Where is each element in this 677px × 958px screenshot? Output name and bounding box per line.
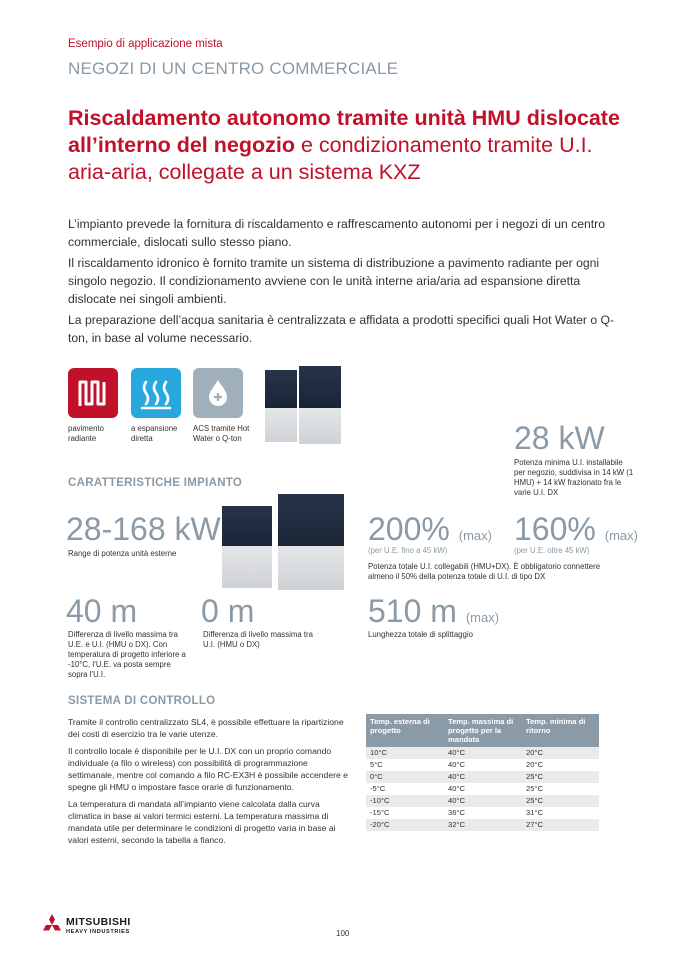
table-cell: -10°C bbox=[366, 795, 444, 807]
level1-value: 40 m bbox=[66, 593, 138, 629]
table-cell: 20°C bbox=[526, 760, 543, 769]
table-cell: 0°C bbox=[366, 771, 444, 783]
pct1-note: (per U.E. fino a 45 kW) bbox=[368, 546, 448, 555]
control-paragraph-3: La temperatura di mandata all’impianto viene calcolata dalla curva climatica in base ai valori termici esterni. La temperatura massima di mandata utile per determinare le condizioni di progetto varia in base ai valori esterni, secondo la tabella a fianco. bbox=[68, 799, 336, 845]
piping-value: 510 m bbox=[368, 593, 457, 629]
pct2-note: (per U.E. oltre 45 kW) bbox=[514, 546, 590, 555]
table-row bbox=[366, 759, 599, 771]
table-cell: 40°C bbox=[448, 760, 465, 769]
pct1-unit: (max) bbox=[458, 528, 492, 543]
control-paragraph-2: Il controllo locale è disponibile per le U.I. DX con un proprio comando individuale (a filo o wireless) con possibilità di programmazione settimanale, mentre col comando a filo RC-EX3H è possibile accendere e spegne gli HMU o impostare fasce orarie di funzionamento. bbox=[68, 746, 348, 792]
table-cell: 20°C bbox=[522, 747, 599, 759]
table-cell: -20°C bbox=[366, 819, 444, 831]
page-title bbox=[68, 105, 628, 186]
piping-block bbox=[368, 594, 499, 635]
table-cell: -15°C bbox=[370, 808, 390, 817]
mitsubishi-logo-icon bbox=[40, 914, 64, 938]
brand-name: MITSUBISHI bbox=[66, 916, 131, 928]
title-regular: e condizionamento tramite U.I. aria-aria, collegate a un sistema KXZ bbox=[68, 133, 593, 184]
table-cell: 40°C bbox=[444, 747, 522, 759]
level1-caption: Differenza di livello massima tra U.E. e U.I. (HMU o DX). Con temperatura di progetto inferiore a -10°C, l’U.E. va posta sempre sopra l’U.I. bbox=[68, 630, 186, 679]
table-row bbox=[366, 771, 599, 783]
range-caption: Range di potenza unità esterne bbox=[68, 549, 177, 558]
pct2-unit: (max) bbox=[604, 528, 638, 543]
outdoor-unit-image-middle bbox=[220, 494, 346, 592]
piping-unit: (max) bbox=[465, 610, 500, 625]
table-header-cell: Temp. minima di ritorno bbox=[522, 714, 599, 747]
control-paragraph-1: Tramite il controllo centralizzato SL4, è possibile effettuare la ripartizione dei costi di esercizio tra le varie utenze. bbox=[68, 717, 344, 739]
table-row bbox=[366, 807, 599, 819]
table-cell: 40°C bbox=[444, 771, 522, 783]
table-header-cell: Temp. massima di progetto per la mandata bbox=[444, 714, 522, 747]
icon-label-acs: ACS tramite Hot Water o Q-ton bbox=[193, 424, 250, 443]
table-cell: 25°C bbox=[522, 771, 599, 783]
table-header-cell: Temp. esterna di progetto bbox=[366, 714, 444, 747]
table-cell: 25°C bbox=[526, 784, 543, 793]
page-kicker: Esempio di applicazione mista bbox=[68, 38, 223, 50]
table-cell: 5°C bbox=[370, 760, 383, 769]
level2-value: 0 m bbox=[201, 593, 255, 629]
page-number: 100 bbox=[336, 929, 350, 938]
table-row bbox=[366, 795, 599, 807]
table-row bbox=[366, 747, 599, 759]
level2-caption: Differenza di livello massima tra U.I. (HMU o DX) bbox=[203, 630, 313, 649]
brand-subtitle: HEAVY INDUSTRIES bbox=[66, 929, 130, 935]
outdoor-unit-image-top bbox=[263, 366, 345, 446]
features-heading: CARATTERISTICHE IMPIANTO bbox=[68, 477, 243, 489]
intro-paragraph-3: La preparazione dell’acqua sanitaria è centralizzata e affidata a prodotti specifici quali Hot Water o Q-ton, in base al volume necessario. bbox=[68, 313, 615, 345]
intro-paragraph-2: Il riscaldamento idronico è fornito tramite un sistema di distribuzione a pavimento radiante per ogni singolo negozio. Il condizionamento avviene con le unità interne aria/aria ad espansione diretta dislocate nei singoli ambienti. bbox=[68, 256, 600, 306]
section-title: NEGOZI DI UN CENTRO COMMERCIALE bbox=[68, 59, 399, 78]
icon-label-dx: a espansione diretta bbox=[131, 424, 178, 443]
table-cell: 25°C bbox=[522, 795, 599, 807]
icon-label-radiant: pavimento radiante bbox=[68, 424, 104, 443]
title-bold: Riscaldamento autonomo tramite unità HMU dislocate all’interno del negozio bbox=[68, 106, 620, 157]
pct-caption: Potenza totale U.I. collegabili (HMU+DX). È obbligatorio connettere almeno il 50% della potenza totale di U.I. di tipo DX bbox=[368, 562, 601, 581]
table-cell: 32°C bbox=[444, 819, 522, 831]
table-cell: 10°C bbox=[366, 747, 444, 759]
table-cell: 40°C bbox=[448, 784, 465, 793]
table-row bbox=[366, 783, 599, 795]
table-header-row bbox=[366, 714, 599, 747]
table-row bbox=[366, 819, 599, 831]
temperature-table bbox=[366, 714, 599, 831]
piping-caption: Lunghezza totale di splittaggio bbox=[368, 630, 473, 639]
heat-waves-icon bbox=[131, 368, 181, 418]
range-value: 28-168 kW bbox=[66, 511, 221, 547]
table-cell: -5°C bbox=[370, 784, 386, 793]
pct2-value: 160% bbox=[514, 511, 596, 547]
control-text bbox=[68, 716, 350, 851]
intro-paragraph-1: L’impianto prevede la fornitura di riscaldamento e raffrescamento autonomi per i negozi di un centro commerciale, dislocati sullo stesso piano. bbox=[68, 217, 606, 249]
min-power-caption: Potenza minima U.I. installabile per negozio, suddivisa in 14 kW (1 HMU) + 14 kW frazionato fra le varie U.I. DX bbox=[514, 458, 634, 497]
control-heading: SISTEMA DI CONTROLLO bbox=[68, 695, 216, 707]
table-cell: 40°C bbox=[444, 795, 522, 807]
min-power-value: 28 kW bbox=[514, 420, 605, 456]
table-cell: 27°C bbox=[522, 819, 599, 831]
table-cell: 31°C bbox=[526, 808, 543, 817]
water-drop-icon bbox=[193, 368, 243, 418]
radiant-floor-icon bbox=[68, 368, 118, 418]
table-cell: 36°C bbox=[448, 808, 465, 817]
pct1-value: 200% bbox=[368, 511, 450, 547]
